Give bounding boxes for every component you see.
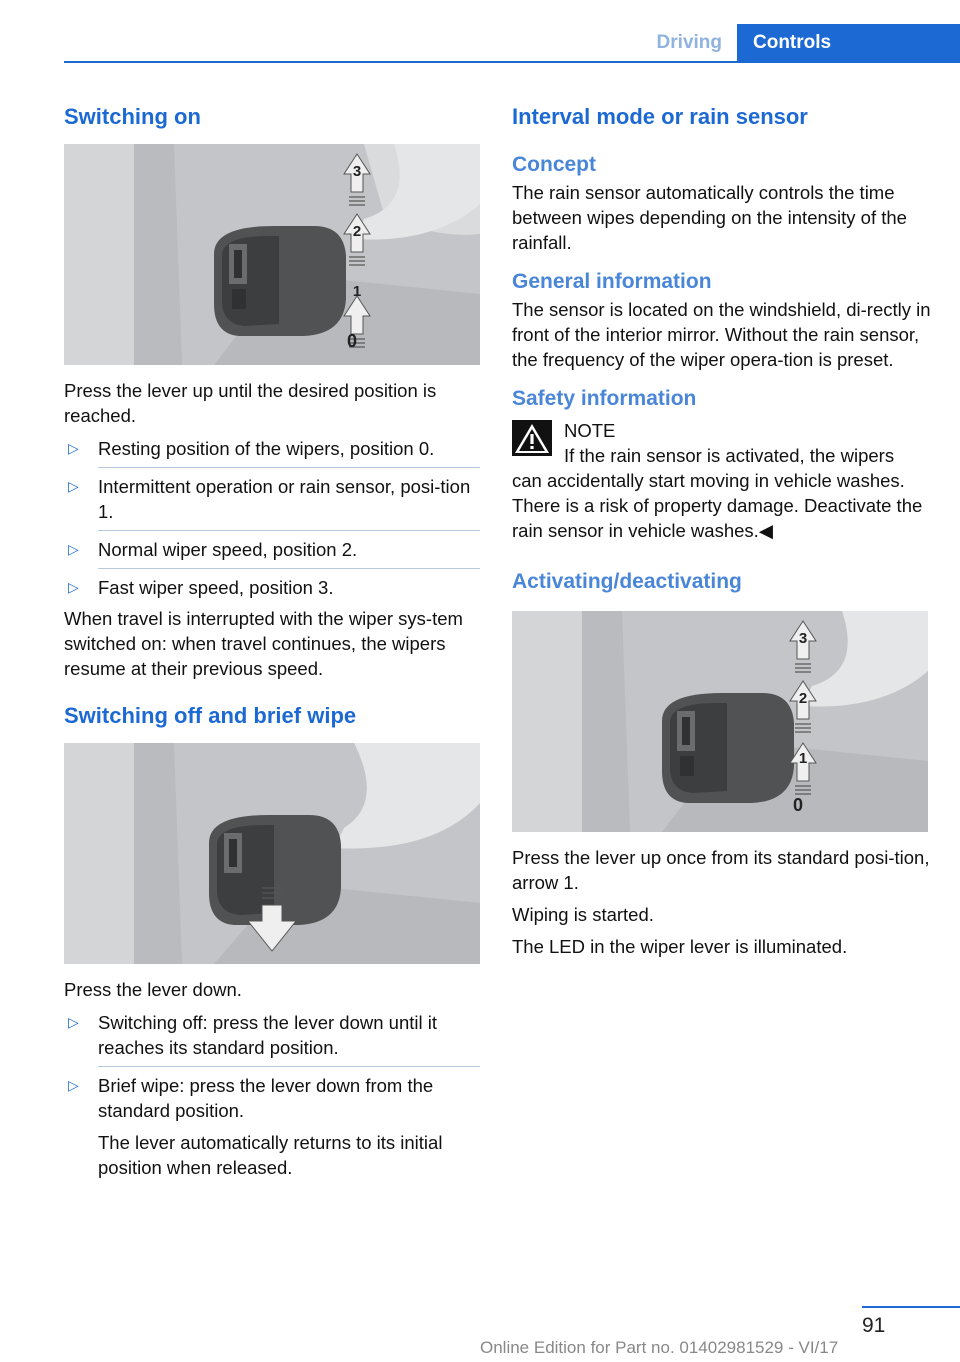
note-first-line: If the rain sensor is activated, the wipers <box>564 445 895 466</box>
triangle-bullet-icon: ▷ <box>68 1014 79 1030</box>
activating-text-3: The LED in the wiper lever is illuminated. <box>512 936 848 957</box>
safety-note <box>512 418 932 543</box>
fig1-label-1: 1 <box>352 283 362 300</box>
list-item: ▷ Fast wiper speed, position 3. <box>68 577 334 598</box>
list-item: ▷ Resting position of the wipers, position 0. <box>68 438 435 459</box>
list-item: ▷ Intermittent operation or rain sensor, posi‐tion 1. <box>68 476 471 522</box>
header-rule <box>64 61 960 63</box>
wiper-lever-activate-figure <box>512 611 928 832</box>
list-item: ▷ Brief wipe: press the lever down from the standard position. The lever automatically returns to its initial position when released. <box>64 1073 480 1180</box>
note-text: can accidentally start moving in vehicle washes. There is a risk of property damage. Deactivate the rain sensor in vehicle washes.◀ <box>512 470 923 541</box>
concept-text: The rain sensor automatically controls the time between wipes depending on the intensity of the rainfall. <box>512 182 907 253</box>
header-section[interactable]: Driving <box>656 32 722 53</box>
switching-on-after-text: When travel is interrupted with the wiper sys‐tem switched on: when travel continues, the wipers resume at their previous speed. <box>64 608 463 679</box>
activating-heading: Activating/deactivating <box>512 570 742 593</box>
fig3-label-2: 2 <box>798 690 808 707</box>
footer-rule <box>862 1306 960 1308</box>
wiper-lever-up-figure <box>64 144 480 365</box>
fig1-label-3: 3 <box>352 163 362 180</box>
switching-on-heading: Switching on <box>64 104 201 129</box>
fig1-label-0: 0 <box>346 331 358 351</box>
switching-on-list <box>64 436 480 600</box>
general-info-text: The sensor is located on the windshield, di‐rectly in front of the interior mirror. Without the rain sensor, the frequency of the wiper opera‐tion is preset. <box>512 299 931 370</box>
list-item: ▷ Normal wiper speed, position 2. <box>68 539 358 560</box>
triangle-bullet-icon: ▷ <box>68 478 79 494</box>
fig1-label-2: 2 <box>352 223 362 240</box>
switching-off-heading: Switching off and brief wipe <box>64 703 357 728</box>
fig3-label-1: 1 <box>798 750 808 767</box>
general-info-heading: General information <box>512 270 712 293</box>
concept-heading: Concept <box>512 153 596 176</box>
brief-wipe-note: The lever automatically returns to its initial position when released. <box>98 1132 443 1178</box>
fig3-label-3: 3 <box>798 630 808 647</box>
interval-mode-heading: Interval mode or rain sensor <box>512 104 808 129</box>
list-divider <box>98 1066 480 1067</box>
warning-icon <box>512 420 552 456</box>
header-chapter-tab[interactable]: Controls <box>737 24 960 61</box>
list-divider <box>98 467 480 468</box>
triangle-bullet-icon: ▷ <box>68 1077 79 1093</box>
left-column <box>64 100 480 1180</box>
list-divider <box>98 568 480 569</box>
list-item: ▷ Switching off: press the lever down until it reaches its standard position. <box>68 1012 437 1058</box>
switching-off-list <box>64 1010 480 1180</box>
activating-text-2: Wiping is started. <box>512 904 654 925</box>
note-label: NOTE <box>564 420 616 441</box>
triangle-bullet-icon: ▷ <box>68 440 79 456</box>
footer-edition: Online Edition for Part no. 01402981529 - VI/17 <box>480 1338 839 1357</box>
safety-info-heading: Safety information <box>512 387 697 410</box>
triangle-bullet-icon: ▷ <box>68 579 79 595</box>
switching-on-intro: Press the lever up until the desired position is reached. <box>64 380 437 426</box>
right-column <box>512 100 932 959</box>
fig3-label-0: 0 <box>792 795 804 815</box>
switching-off-intro: Press the lever down. <box>64 979 242 1000</box>
wiper-lever-down-figure <box>64 743 480 964</box>
page-number: 91 <box>862 1314 886 1337</box>
activating-text-1: Press the lever up once from its standard posi‐tion, arrow 1. <box>512 847 930 893</box>
triangle-bullet-icon: ▷ <box>68 541 79 557</box>
list-divider <box>98 530 480 531</box>
